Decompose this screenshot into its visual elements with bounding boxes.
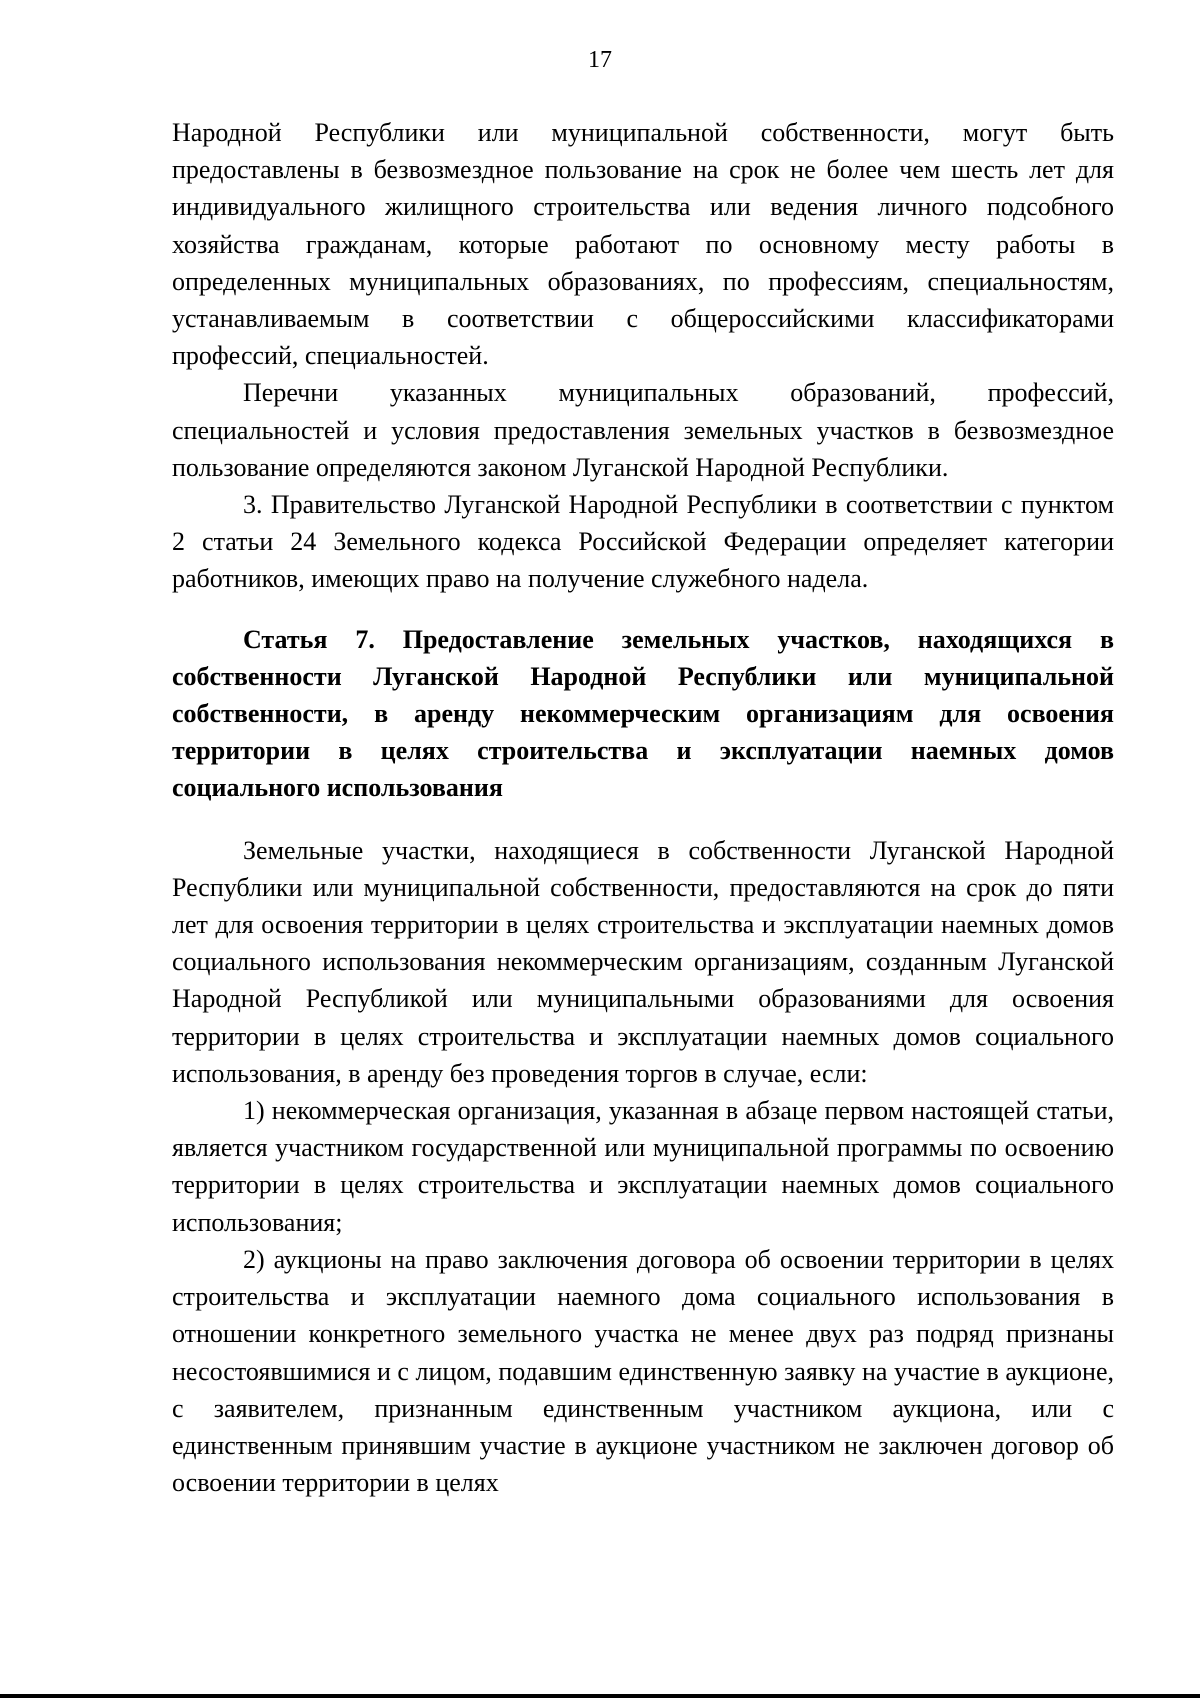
paragraph-item-2: 2) аукционы на право заключения договора об освоении территории в целях строительства и эксплуатации наемного дома социального использования в отношении конкретного земельного участка не менее двух раз подряд признаны несостоявшимися и с лицом, подавшим единственную заявку на участие в аукционе, с заявителем, признанным единственным участником аукциона, или с единственным принявшим участие в аукционе участником не заключен договор об освоении территории в целях [172,1244,1114,1498]
document-body [172,114,1114,1501]
article-heading: Статья 7. Предоставление земельных участков, находящихся в собственности Луганской Народной Республики или муниципальной собственности, в аренду некоммерческим организациям для освоения территории в целях строительства и эксплуатации наемных домов социального использования [172,624,1114,803]
paragraph-article-7-intro: Земельные участки, находящиеся в собственности Луганской Народной Республики или муниципальной собственности, предоставляются на срок до пяти лет для освоения территории в целях строительства и эксплуатации наемных домов социального использования некоммерческим организациям, созданным Луганской Народной Республикой или муниципальными образованиями для освоения территории в целях строительства и эксплуатации наемных домов социального использования, в аренду без проведения торгов в случае, если: [172,835,1114,1088]
page-number: 17 [588,47,612,73]
paragraph-continuation: Народной Республики или муниципальной собственности, могут быть предоставлены в безвозмездное пользование на срок не более чем шесть лет для индивидуального жилищного строительства или ведения личного подсобного хозяйства гражданам, которые работают по основному месту работы в определенных муниципальных образованиях, по профессиям, специальностям, устанавливаемым в соответствии с общероссийскими классификаторами профессий, специальностей. [172,118,1114,371]
bottom-rule [0,1694,1200,1698]
paragraph-lists: Перечни указанных муниципальных образований, профессий, специальностей и условия предоставления земельных участков в безвозмездное пользование определяются законом Луганской Народной Республики. [172,378,1114,482]
paragraph-item-3: 3. Правительство Луганской Народной Республики в соответствии с пунктом 2 статьи 24 Земельного кодекса Российской Федерации определяет категории работников, имеющих право на получение служебного надела. [172,490,1114,594]
paragraph-item-1: 1) некоммерческая организация, указанная в абзаце первом настоящей статьи, является участником государственной или муниципальной программы по освоению территории в целях строительства и эксплуатации наемных домов социального использования; [172,1096,1114,1237]
